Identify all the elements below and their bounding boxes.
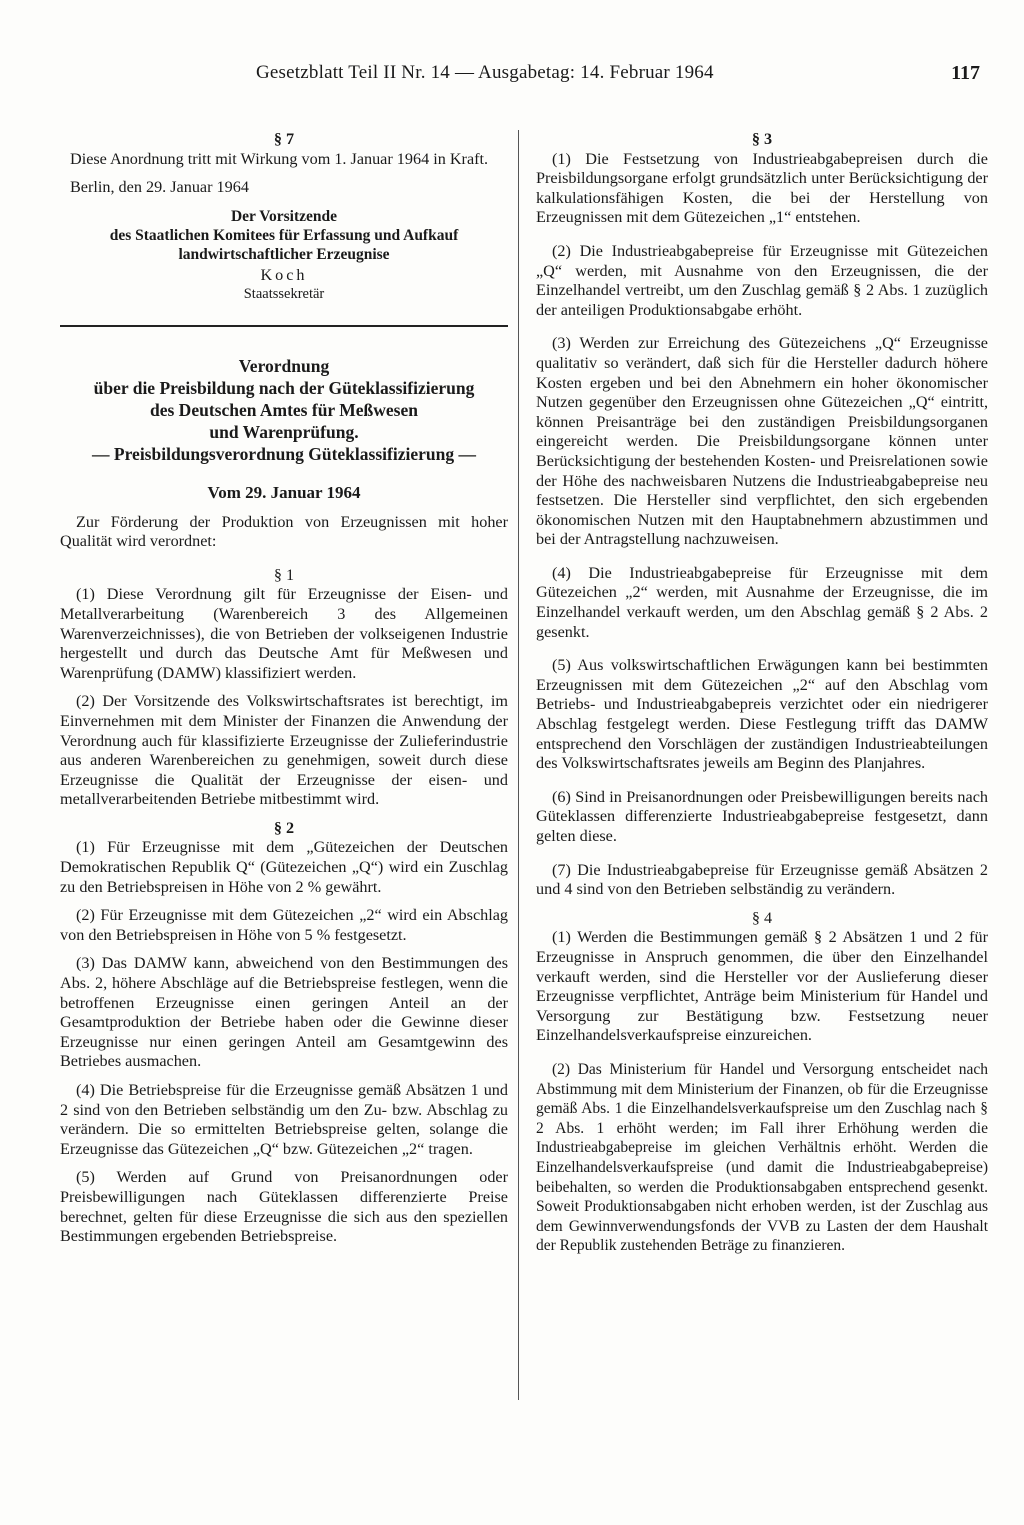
section-3-paragraph-2: (2) Die Industrieabgabepreise für Erzeugnisse mit Gütezeichen „Q“ werden, mit Ausnahme von den Erzeugnissen, die der Einzelhandel vertreibt, um den Zuschlag gemäß § 2 Abs. 1 zuzüglich der anteiligen Produktionsabgabe erhöht.	[536, 241, 988, 319]
section-2-paragraph-5: (5) Werden auf Grund von Preisanordnungen oder Preisbewilligungen nach Güteklassen differenzierte Preise berechnet, gelten für diese Erzeugnisse die sich aus den speziellen Bestimmungen ergebenden Betriebspreise.	[60, 1168, 508, 1246]
header-title: Gesetzblatt Teil II Nr. 14 — Ausgabetag: 14. Februar 1964	[256, 62, 714, 83]
decree-title-4: und Warenprüfung.	[209, 421, 359, 442]
column-divider	[518, 130, 519, 1400]
page-number: 117	[951, 62, 980, 84]
section-2-paragraph-2: (2) Für Erzeugnisse mit dem Gütezeichen „2“ wird ein Abschlag von den Betriebspreisen in Höhe von 5 % festgesetzt.	[60, 906, 508, 944]
decree-date: Vom 29. Januar 1964	[207, 482, 361, 502]
section-2-paragraph-3: (3) Das DAMW kann, abweichend von den Bestimmungen des Abs. 2, höhere Abschläge auf die Betriebspreise festlegen, wenn die betroffenen Erzeugnisse einen geringen Anteil an der Gesamtproduktion der Betriebe haben oder die Gewinne dieser Erzeugnisse nur einen geringen Anteil am Gesamtgewinn des Betriebes ausmachen.	[60, 954, 508, 1071]
decree-title-2: über die Preisbildung nach der Güteklassifizierung	[93, 377, 475, 398]
section-3-paragraph-1: (1) Die Festsetzung von Industrieabgabepreisen durch die Preisbildungsorgane erfolgt grundsätzlich unter Berücksichtigung der kalkulationsfähigen Kosten, die bei der Herstellung von Erzeugnissen mit dem Gütezeichen „1“ entstehen.	[536, 149, 988, 227]
section-2-paragraph-1: (1) Für Erzeugnisse mit dem „Gütezeichen der Deutschen Demokratischen Republik Q“ (Gütezeichen „Q“) wird ein Zuschlag zu den Betriebspreisen in Höhe von 2 % gewährt.	[60, 838, 508, 896]
section-4-heading: § 4	[751, 908, 773, 927]
section-3-paragraph-3: (3) Werden zur Erreichung des Gütezeichens „Q“ Erzeugnisse qualitativ so verändert, daß sich für die Hersteller dadurch höhere Kosten ergeben und bei den Abnehmern ein hoher ökonomischer Nutzen gegenüber den Erzeugnissen ohne Gütezeichen „Q“ eintritt, können Preisanträge bei den zuständigen Preisbildungsorganen eingereicht werden. Die Preisbildungsorgane können unter Berücksichtigung der bestehenden Kosten- und Preisrelationen sowie der Höhe des nachweisbaren Nutzens die Industrieabgabepreise neu festsetzen. Die Hersteller sind verpflichtet, den sich ergebenden ökonomischen Nutzen mit den Hauptabnehmern abzustimmen und bei der Antragstellung nachzuweisen.	[536, 334, 988, 549]
section-2-paragraph-4: (4) Die Betriebspreise für die Erzeugnisse gemäß Absätzen 1 und 2 sind von den Betrieben selbständig um den Zu- bzw. Abschlag zu verändern. Die so ermittelten Betriebspreise gelten, solange die Erzeugnisse das Gütezeichen „Q“ bzw. Gütezeichen „2“ tragen.	[60, 1081, 508, 1158]
section-1-paragraph-1: (1) Diese Verordnung gilt für Erzeugnisse der Eisen- und Metallverarbeitung (Warenbereich 3 des Allgemeinen Warenverzeichnisses), die von Betrieben der volkseigenen Industrie hergestellt und durch das Deutsche Amt für Meßwesen und Warenprüfung (DAMW) klassifiziert werden.	[60, 585, 508, 682]
signatory-title-3: landwirtschaftlicher Erzeugnise	[178, 245, 390, 263]
preamble: Zur Förderung der Produktion von Erzeugnissen mit hoher Qualität wird verordnet:	[60, 512, 508, 551]
section-divider	[60, 325, 508, 327]
section-3-heading: § 3	[751, 130, 773, 148]
decree-short-title: — Preisbildungsverordnung Güteklassifizierung —	[92, 443, 476, 464]
signatory-title-2: des Staatlichen Komitees für Erfassung und Aufkauf	[109, 226, 459, 244]
section-2-heading: § 2	[273, 818, 295, 837]
section-3-paragraph-7: (7) Die Industrieabgabepreise für Erzeugnisse gemäß Absätzen 2 und 4 sind von den Betrieben selbständig zu verändern.	[536, 860, 988, 899]
section-1-paragraph-2: (2) Der Vorsitzende des Volkswirtschaftsrates ist berechtigt, im Einvernehmen mit dem Minister der Finanzen die Anwendung der Verordnung auch für klassifizierte Erzeugnisse der Zulieferindustrie aus anderen Warenbereichen zu genehmigen, soweit durch diese Erzeugnisse die Qualität der Erzeugnisse der eisen- und metallverarbeitenden Betriebe mitbestimmt wird.	[60, 692, 508, 809]
page-header	[60, 62, 980, 92]
section-4-paragraph-1: (1) Werden die Bestimmungen gemäß § 2 Absätzen 1 und 2 für Erzeugnisse in Anspruch genommen, die über den Einzelhandel verkauft werden, sind die Hersteller vor der Auslieferung dieser Erzeugnisse verpflichtet, Anträge beim Ministerium für Handel und Versorgung zur Bestätigung bzw. Festsetzung neuer Einzelhandelsverkaufspreise einzureichen.	[536, 928, 988, 1045]
place-date: Berlin, den 29. Januar 1964	[70, 178, 249, 197]
signatory-name: Koch	[260, 265, 308, 284]
decree-title-3: des Deutschen Amtes für Meßwesen	[150, 399, 418, 420]
section-7-text: Diese Anordnung tritt mit Wirkung vom 1. Januar 1964 in Kraft.	[70, 149, 489, 168]
section-3-paragraph-4: (4) Die Industrieabgabepreise für Erzeugnisse mit dem Gütezeichen „2“ werden, mit Ausnahme der Erzeugnisse, die im Einzelhandel verkauft werden, um den Abschlag gemäß § 2 Abs. 2 gesenkt.	[536, 563, 988, 641]
section-1-heading: § 1	[273, 565, 295, 584]
section-3-paragraph-5: (5) Aus volkswirtschaftlichen Erwägungen kann bei bestimmten Erzeugnissen mit dem Gütezeichen „2“ auf den Abschlag vom Betriebs- und Industrieabgabepreis verzichtet oder ein niedrigerer Abschlag festgelegt werden. Diese Festlegung trifft das DAMW entsprechend den Vorschlägen der zuständigen Industrieabteilungen des Volkswirtschaftsrates jeweils am Beginn des Planjahres.	[536, 656, 988, 773]
right-column	[536, 130, 988, 1256]
signatory-role: Staatssekretär	[243, 286, 325, 303]
left-column	[60, 130, 508, 1247]
signatory-title-1: Der Vorsitzende	[230, 207, 338, 225]
decree-title-1: Verordnung	[238, 355, 330, 376]
section-3-paragraph-6: (6) Sind in Preisanordnungen oder Preisbewilligungen bereits nach Güteklassen differenzierte Industrieabgabepreise festgesetzt, dann gelten diese.	[536, 787, 988, 845]
section-7-heading: § 7	[273, 130, 295, 148]
section-4-paragraph-2: (2) Das Ministerium für Handel und Versorgung entscheidet nach Abstimmung mit dem Ministerium der Finanzen, ob für die Erzeugnisse gemäß Abs. 1 die Einzelhandelsverkaufspreise um den Zuschlag nach § 2 Abs. 1 erhöht werden; im Fall ihrer Erhöhung werden die Industrieabgabepreise im gleichen Verhältnis erhöht. Werden die Einzelhandelsverkaufspreise (und damit die Industrieabgabepreise) beibehalten, so werden die Produktionsabgaben entsprechend gesenkt. Soweit Produktionsabgaben nicht erhoben werden, ist der Zuschlag aus dem Gewinnverwendungsfonds der VVB zu Lasten der dem Haushalt der Republik zustehenden Beträge zu finanzieren.	[536, 1060, 988, 1255]
